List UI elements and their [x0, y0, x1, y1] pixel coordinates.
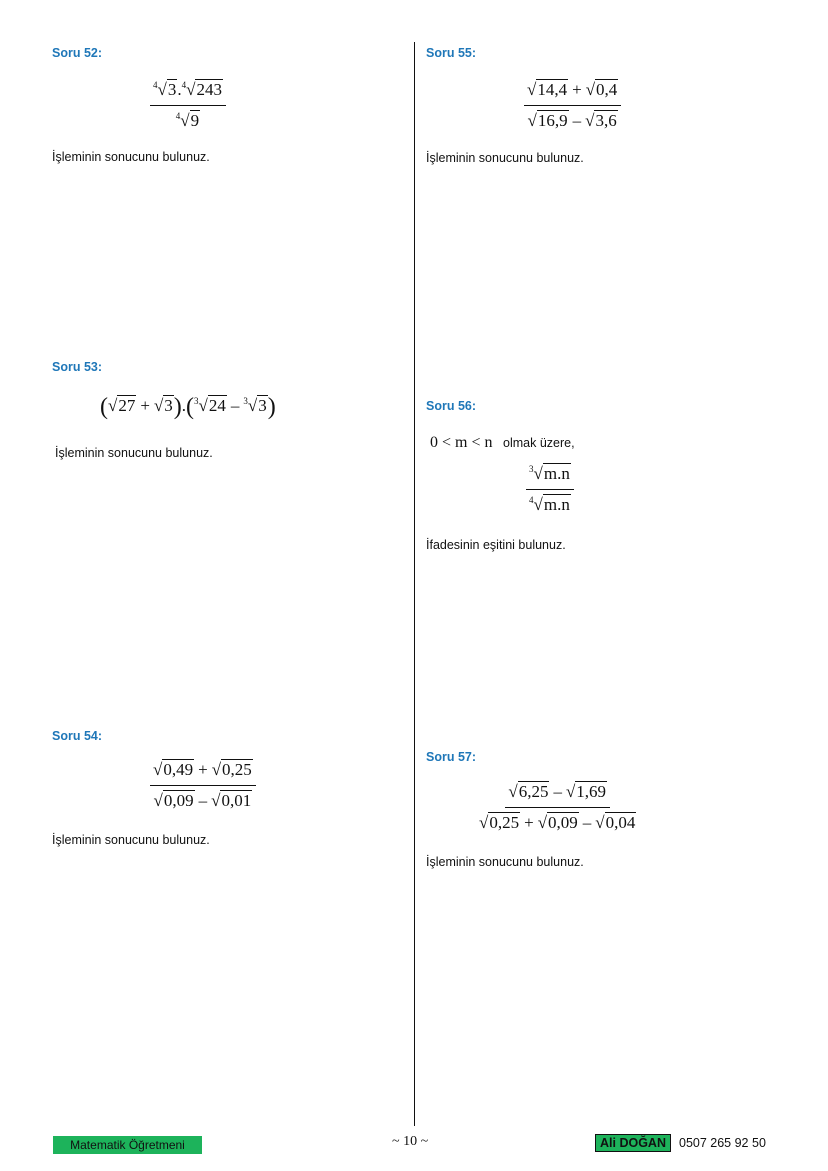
operator: + [198, 760, 208, 779]
radical [586, 78, 619, 102]
footer-author: Ali DOĞAN [595, 1134, 671, 1152]
denominator [151, 786, 256, 813]
radicand: 0,09 [548, 812, 578, 832]
radical-sign-icon: √ [585, 110, 595, 130]
radical-index: 3 [529, 464, 534, 474]
fraction [526, 462, 574, 517]
question-title: Soru 55: [426, 46, 477, 60]
footer-subject: Matematik Öğretmeni [53, 1136, 202, 1154]
radicand: 0,4 [596, 80, 618, 99]
radical-index: 3 [243, 396, 248, 406]
parenthesis: ) [267, 394, 276, 421]
parenthesis: ( [186, 394, 195, 421]
denominator [526, 490, 574, 517]
radical [566, 780, 607, 804]
radical [529, 462, 571, 486]
radical-sign-icon: √ [565, 782, 576, 801]
radicand: m.n [543, 464, 570, 483]
condition-math: 0 < m < n [430, 434, 493, 451]
operator: + [572, 80, 582, 99]
question-text: İşleminin sonucunu bulunuz. [426, 855, 584, 869]
radical-sign-icon: √ [198, 396, 208, 415]
radical-index: 3 [194, 396, 199, 406]
math-expression [100, 394, 276, 419]
question-text: İfadesinin eşitini bulunuz. [426, 538, 566, 552]
radicand: 0,09 [163, 790, 194, 810]
math-expression [524, 78, 621, 133]
numerator [150, 758, 256, 786]
radical-index: 4 [529, 494, 534, 505]
numerator [524, 78, 621, 106]
radical [538, 811, 579, 835]
math-expression [476, 780, 639, 835]
radicand: 14,4 [537, 80, 568, 99]
question-title: Soru 53: [52, 360, 103, 374]
radicand: 3,6 [595, 110, 617, 130]
radical [176, 109, 200, 133]
radical-sign-icon: √ [537, 812, 548, 832]
radical [212, 758, 253, 782]
radical-sign-icon: √ [211, 790, 221, 810]
radical [153, 78, 177, 102]
radical-sign-icon: √ [108, 396, 118, 415]
radical [243, 394, 267, 418]
radical-sign-icon: √ [180, 110, 190, 130]
question-title: Soru 54: [52, 729, 103, 743]
question-text: İşleminin sonucunu bulunuz. [426, 151, 584, 165]
question-text: İşleminin sonucunu bulunuz. [52, 833, 210, 847]
radical-sign-icon: √ [247, 396, 258, 415]
question-text: İşleminin sonucunu bulunuz. [52, 150, 210, 164]
question-title: Soru 57: [426, 750, 477, 764]
radicand: m.n [543, 494, 570, 514]
radical-sign-icon: √ [153, 760, 163, 779]
radicand: 0,49 [163, 760, 194, 779]
radical-sign-icon: √ [211, 760, 222, 779]
question-title: Soru 56: [426, 399, 477, 413]
radicand: 0,25 [489, 812, 520, 832]
math-expression [526, 462, 574, 517]
radical [479, 811, 520, 835]
radicand: 1,69 [576, 782, 607, 801]
radical-sign-icon: √ [527, 80, 537, 99]
radical-index: 4 [175, 110, 181, 121]
radical [585, 109, 618, 133]
radical [108, 394, 136, 418]
operator: – [553, 782, 562, 801]
radical-index: 4 [153, 80, 158, 90]
condition-text: olmak üzere, [503, 436, 575, 450]
radical-sign-icon: √ [153, 790, 163, 810]
radical-sign-icon: √ [186, 80, 196, 99]
denominator [173, 106, 203, 133]
fraction [150, 78, 226, 133]
radicand: 0,04 [605, 812, 636, 832]
radicand: 24 [208, 396, 226, 415]
radical-sign-icon: √ [533, 494, 543, 514]
radical [153, 758, 194, 782]
numerator [526, 462, 574, 490]
denominator [525, 106, 621, 133]
radicand: 16,9 [537, 110, 568, 130]
radical [508, 780, 549, 804]
radical-sign-icon: √ [527, 110, 537, 130]
radicand: 3 [167, 80, 177, 99]
radical [154, 394, 174, 418]
operator: + [140, 396, 150, 415]
radicand: 27 [118, 396, 136, 415]
radical-sign-icon: √ [157, 80, 167, 99]
math-expression [150, 78, 226, 133]
radical [194, 394, 227, 418]
operator: – [582, 812, 592, 832]
radical [211, 789, 252, 813]
dot-operator: . [181, 396, 187, 415]
question-title: Soru 52: [52, 46, 103, 60]
operator: + [524, 812, 534, 832]
dot-operator: . [177, 80, 182, 99]
radicand: 243 [196, 80, 222, 99]
page-number: ~ 10 ~ [392, 1134, 429, 1149]
radical [154, 789, 195, 813]
question-text: İşleminin sonucunu bulunuz. [55, 446, 213, 460]
operator: – [230, 396, 240, 415]
math-expression [150, 758, 256, 813]
numerator [505, 780, 610, 808]
radicand: 3 [258, 396, 267, 415]
denominator [476, 808, 639, 835]
radical-sign-icon: √ [153, 396, 164, 415]
radicand: 9 [190, 110, 200, 130]
radicand: 3 [164, 396, 173, 415]
radicand: 6,25 [518, 782, 549, 801]
footer-phone: 0507 265 92 50 [679, 1136, 766, 1150]
radicand: 0,01 [221, 790, 252, 810]
radical-sign-icon: √ [533, 464, 543, 483]
radical-index: 4 [181, 80, 187, 90]
fraction [524, 78, 621, 133]
radical [529, 493, 571, 517]
operator: – [198, 790, 208, 810]
fraction [476, 780, 639, 835]
radical [528, 109, 569, 133]
radicand: 0,25 [222, 760, 252, 779]
parenthesis: ) [173, 394, 182, 421]
radical [182, 78, 223, 102]
numerator [150, 78, 226, 106]
column-divider [414, 42, 415, 1126]
radical [527, 78, 568, 102]
fraction [150, 758, 256, 813]
radical-sign-icon: √ [585, 80, 596, 99]
operator: – [572, 110, 582, 130]
radical [595, 811, 636, 835]
parenthesis: ( [100, 394, 108, 421]
radical-sign-icon: √ [479, 812, 489, 832]
radical-sign-icon: √ [595, 812, 605, 832]
radical-sign-icon: √ [508, 782, 518, 801]
